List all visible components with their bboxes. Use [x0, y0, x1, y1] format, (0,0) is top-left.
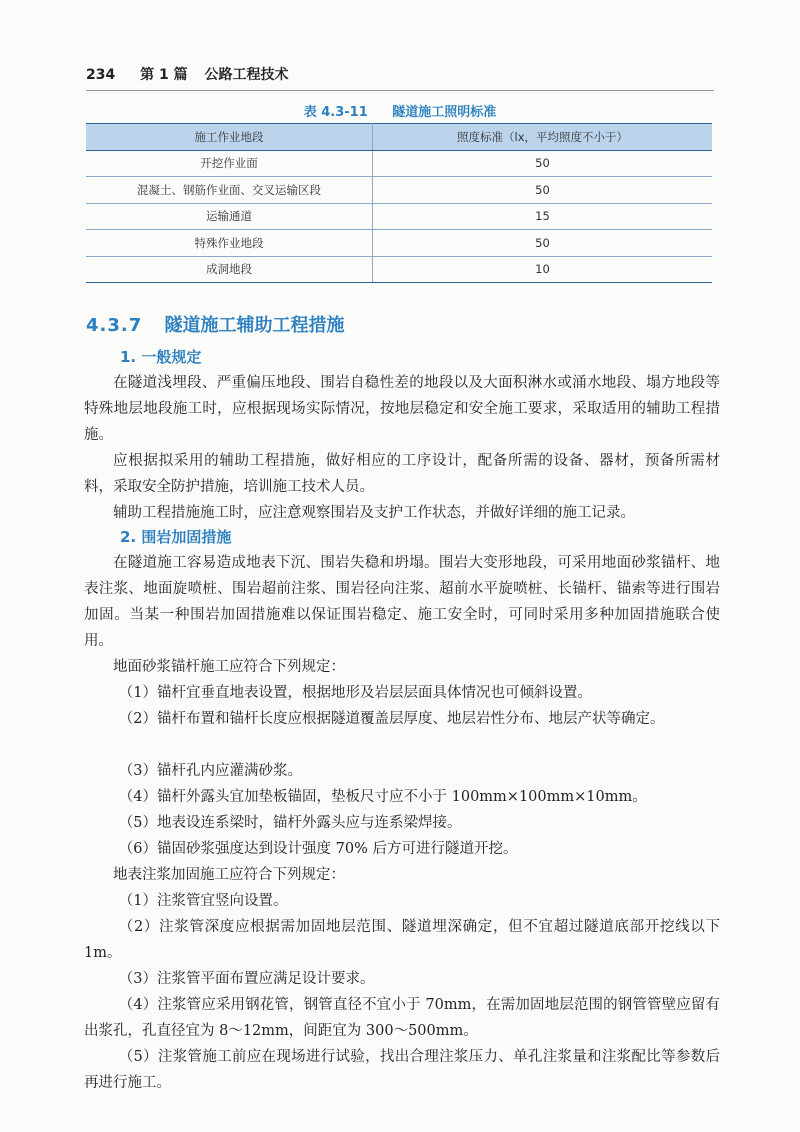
list-item: （1）注浆管宜竖向设置。 [118, 893, 288, 909]
table-cell: 50 [373, 177, 713, 204]
table-row [86, 203, 712, 230]
table-cell: 开挖作业面 [86, 150, 373, 177]
table-title: 隧道施工照明标准 [392, 105, 497, 120]
table-row [86, 256, 712, 283]
section-heading [86, 311, 345, 337]
page-number: 234 [86, 67, 116, 83]
list-item: （4）注浆管应采用钢花管，钢管直径不宜小于 70mm，在需加固地层范围的钢管管壁应留有出浆孔，孔直径宜为 8～12mm，间距宜为 300～500mm。 [84, 997, 720, 1039]
paragraph: 应根据拟采用的辅助工程措施，做好相应的工序设计，配备所需的设备、器材，预备所需材料，采取安全防护措施，培训施工技术人员。 [84, 453, 720, 495]
table-number: 表 4.3-11 [303, 105, 368, 120]
list-item: （5）地表设连系梁时，锚杆外露头应与连系梁焊接。 [118, 815, 462, 831]
table-cell: 特殊作业地段 [86, 230, 373, 257]
table-cell: 运输通道 [86, 203, 373, 230]
paragraph: 辅助工程措施施工时，应注意观察围岩及支护工作状态，并做好详细的施工记录。 [113, 505, 635, 521]
list-item: （3）锚杆孔内应灌满砂浆。 [118, 763, 303, 779]
table-cell: 混凝土、钢筋作业面、交叉运输区段 [86, 177, 373, 204]
list-item: （3）注浆管平面布置应满足设计要求。 [118, 971, 375, 987]
subsection-heading-general: 1. 一般规定 [120, 348, 202, 366]
list-lead: 地表注浆加固施工应符合下列规定： [113, 867, 345, 883]
list-item: （6）锚固砂浆强度达到设计强度 70% 后方可进行隧道开挖。 [118, 841, 518, 857]
subsection-heading-reinforcement: 2. 围岩加固措施 [120, 528, 232, 546]
table-row [86, 230, 712, 257]
table-row [86, 177, 712, 204]
table-cell: 50 [373, 150, 713, 177]
table-caption [0, 101, 800, 120]
section-number: 4.3.7 [86, 315, 143, 336]
lighting-standard-table [86, 123, 712, 283]
table-row [86, 150, 712, 177]
list-item: （2）注浆管深度应根据需加固地层范围、隧道埋深确定，但不宜超过隧道底部开挖线以下 1m。 [84, 919, 720, 961]
column-header: 施工作业地段 [86, 124, 373, 151]
list-lead: 地面砂浆锚杆施工应符合下列规定： [113, 659, 345, 675]
table-cell: 15 [373, 203, 713, 230]
table-header-row [86, 124, 712, 151]
list-item: （1）锚杆宜垂直地表设置，根据地形及岩层层面具体情况也可倾斜设置。 [118, 685, 593, 701]
list-item: （4）锚杆外露头宜加垫板锚固，垫板尺寸应不小于 100mm×100mm×10mm。 [118, 789, 647, 805]
table-cell: 成洞地段 [86, 256, 373, 283]
paragraph: 在隧道浅埋段、严重偏压地段、围岩自稳性差的地段以及大面积淋水或涌水地段、塌方地段等特殊地层地段施工时，应根据现场实际情况，按地层稳定和安全施工要求，采取适用的辅助工程措施。 [84, 375, 720, 443]
table-cell: 50 [373, 230, 713, 257]
part-title: 公路工程技术 [204, 67, 289, 83]
column-header: 照度标准（lx，平均照度不小于） [373, 124, 713, 151]
paragraph: 在隧道施工容易造成地表下沉、围岩失稳和坍塌。围岩大变形地段，可采用地面砂浆锚杆、地表注浆、地面旋喷桩、围岩超前注浆、围岩径向注浆、超前水平旋喷桩、长锚杆、锚索等进行围岩加固。当某一种围岩加固措施难以保证围岩稳定、施工安全时，可同时采用多种加固措施联合使用。 [84, 555, 720, 649]
list-item: （2）锚杆布置和锚杆长度应根据隧道覆盖层厚度、地层岩性分布、地层产状等确定。 [118, 711, 665, 727]
part-label: 第 1 篇 [140, 67, 188, 83]
table-cell: 10 [373, 256, 713, 283]
running-header [86, 64, 714, 91]
section-title: 隧道施工辅助工程措施 [164, 315, 345, 336]
list-item: （5）注浆管施工前应在现场进行试验，找出合理注浆压力、单孔注浆量和注浆配比等参数后再进行施工。 [84, 1049, 720, 1091]
